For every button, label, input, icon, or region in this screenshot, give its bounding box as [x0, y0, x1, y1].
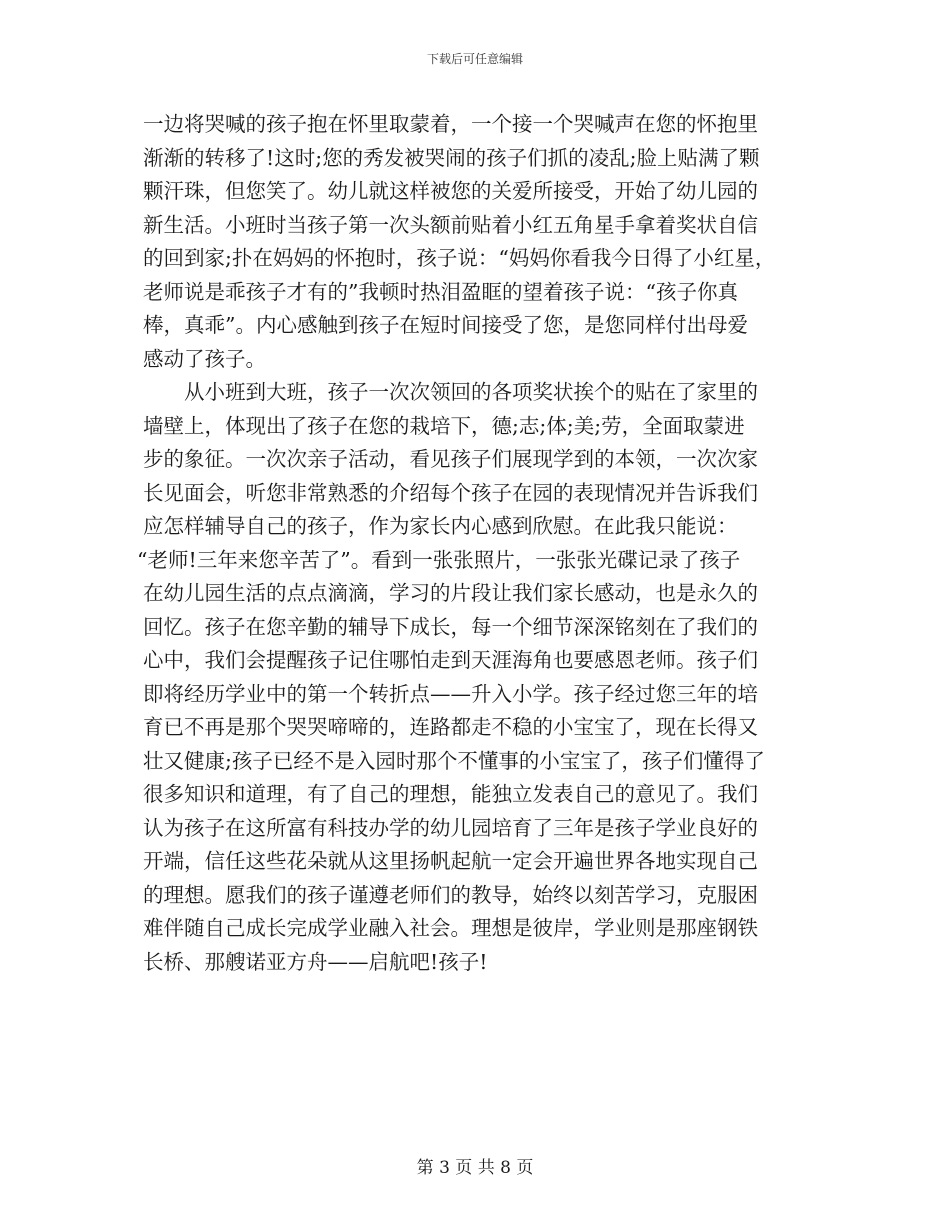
text-line: 颗汗珠，但您笑了。幼儿就这样被您的关爱所接受，开始了幼儿园的	[143, 179, 758, 203]
text-line: 回忆。孩子在您辛勤的辅导下成长，每一个细节深深铭刻在了我们的	[143, 614, 758, 639]
text-line: 感动了孩子。	[143, 346, 266, 371]
text-line: 墙壁上，体现出了孩子在您的栽培下，德;志;体;美;劳，全面取蒙进	[143, 413, 745, 438]
text-line: 长见面会，听您非常熟悉的介绍每个孩子在园的表现情况并告诉我们	[143, 480, 758, 505]
text-line: 步的象征。一次次亲子活动，看见孩子们展现学到的本领，一次次家	[143, 447, 758, 471]
text-line: 开端，信任这些花朵就从这里扬帆起航一定会开遍世界各地实现自己	[143, 849, 758, 873]
text-line: 的回到家;扑在妈妈的怀抱时，孩子说：“妈妈你看我今日得了小红星，	[143, 246, 776, 270]
text-line: 认为孩子在这所富有科技办学的幼儿园培育了三年是孩子学业良好的	[143, 815, 758, 840]
page-number: 第 3 页 共 8 页	[416, 1158, 534, 1178]
document-body	[137, 108, 815, 979]
page-header-note: 下载后可任意编辑	[426, 52, 523, 66]
text-line: “老师!三年来您辛苦了”。看到一张张照片，一张张光碟记录了孩子	[137, 547, 741, 572]
text-line: 棒，真乖”。内心感触到孩子在短时间接受了您，是您同样付出母爱	[143, 313, 748, 337]
text-line: 长桥、那艘诺亚方舟——启航吧!孩子!	[143, 949, 488, 974]
text-line: 渐渐的转移了!这时;您的秀发被哭闹的孩子们抓的凌乱;脸上贴满了颗	[143, 145, 760, 170]
text-line: 心中，我们会提醒孩子记住哪怕走到天涯海角也要感恩老师。孩子们	[143, 648, 758, 672]
text-line: 一边将哭喊的孩子抱在怀里取蒙着，一个接一个哭喊声在您的怀抱里	[143, 112, 758, 136]
text-line: 在幼儿园生活的点点滴滴，学习的片段让我们家长感动，也是永久的	[143, 581, 758, 605]
text-line: 即将经历学业中的第一个转折点——升入小学。孩子经过您三年的培	[143, 681, 758, 706]
text-line: 新生活。小班时当孩子第一次头额前贴着小红五角星手拿着奖状自信	[143, 212, 758, 237]
text-line: 育已不再是那个哭哭啼啼的，连路都走不稳的小宝宝了，现在长得又	[143, 715, 758, 739]
text-line: 的理想。愿我们的孩子谨遵老师们的教导，始终以刻苦学习，克服困	[143, 882, 758, 907]
text-line: 应怎样辅导自己的孩子，作为家长内心感到欣慰。在此我只能说：	[143, 514, 738, 538]
text-line: 壮又健康;孩子已经不是入园时那个不懂事的小宝宝了，孩子们懂得了	[143, 748, 765, 773]
text-line: 很多知识和道理，有了自己的理想，能独立发表自己的意见了。我们	[143, 782, 758, 806]
text-line: 老师说是乖孩子才有的”我顿时热泪盈眶的望着孩子说：“孩子你真	[143, 279, 738, 304]
text-line: 难伴随自己成长完成学业融入社会。理想是彼岸，学业则是那座钢铁	[143, 916, 758, 940]
paragraph-start-line: 从小班到大班，孩子一次次领回的各项奖状挨个的贴在了家里的	[184, 380, 758, 404]
